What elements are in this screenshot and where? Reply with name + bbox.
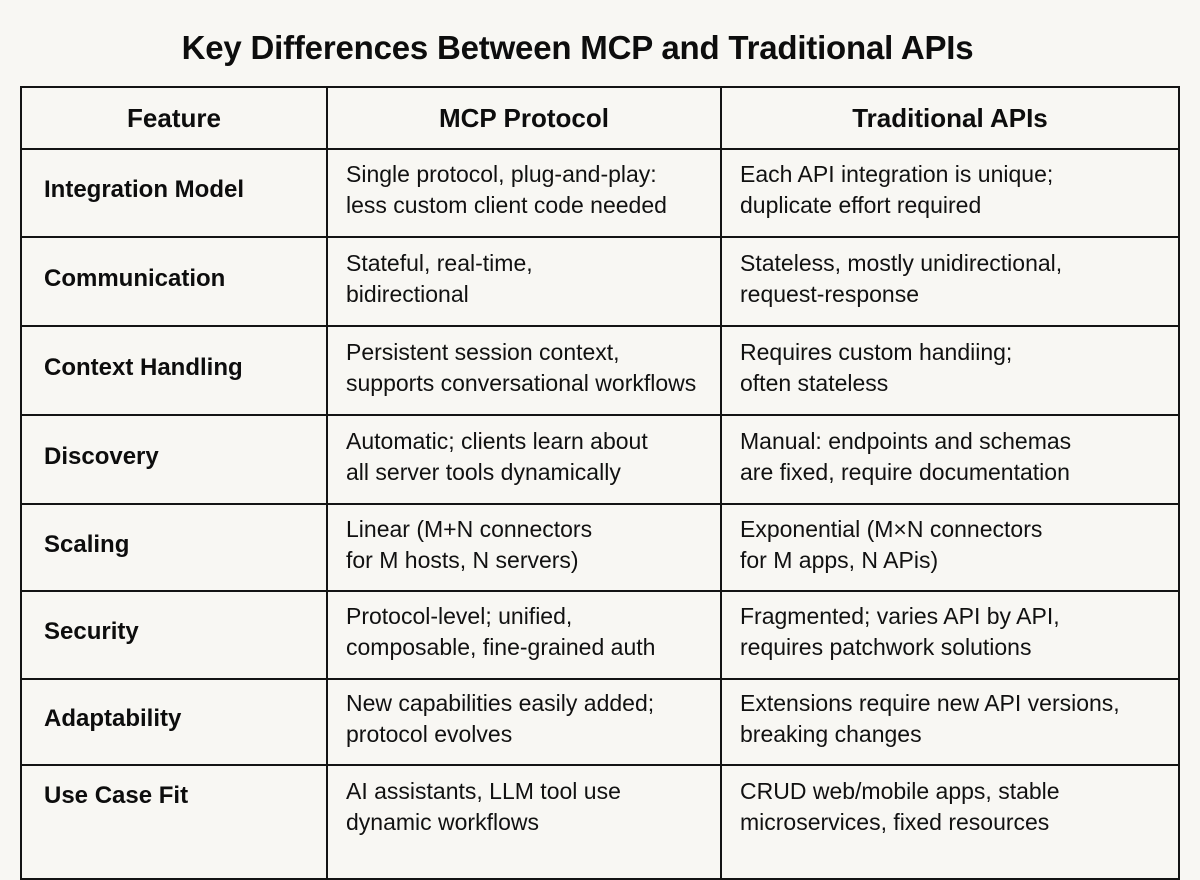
mcp-cell	[327, 415, 721, 504]
mcp-cell	[327, 679, 721, 765]
cell-line: AI assistants, LLM tool use	[346, 778, 621, 804]
cell-line: often stateless	[740, 369, 889, 396]
mcp-cell	[327, 591, 721, 679]
column-header-traditional-apis: Traditional APIs	[721, 87, 1179, 149]
mcp-cell	[327, 237, 721, 326]
cell-line: Stateless, mostly unidirectional,	[740, 249, 1063, 276]
cell-line: bidirectional	[346, 280, 469, 307]
cell-line: microservices, fixed resources	[740, 809, 1050, 835]
feature-cell: Integration Model	[21, 149, 327, 237]
cell-line: Each API integration is unique;	[740, 161, 1054, 187]
cell-line: for M hosts, N servers)	[346, 546, 579, 573]
traditional-cell	[721, 591, 1179, 679]
cell-line: dynamic workflows	[346, 809, 539, 835]
cell-line: all server tools dynamically	[346, 458, 621, 485]
feature-cell: Context Handling	[21, 326, 327, 415]
table-row	[21, 237, 1179, 326]
cell-line: Extensions require new API versions,	[740, 690, 1120, 716]
cell-line: New capabilities easily added;	[346, 690, 655, 716]
traditional-cell	[721, 504, 1179, 591]
mcp-cell	[327, 765, 721, 879]
cell-line: are fixed, require documentation	[740, 458, 1070, 485]
cell-line: Stateful, real-time,	[346, 249, 533, 276]
cell-line: CRUD web/mobile apps, stable	[740, 778, 1060, 804]
cell-line: Fragmented; varies API by API,	[740, 603, 1060, 629]
feature-cell: Discovery	[21, 415, 327, 504]
column-header-mcp-protocol: MCP Protocol	[327, 87, 721, 149]
cell-line: protocol evolves	[346, 721, 513, 747]
cell-line: Exponential (M×N connectors	[740, 515, 1043, 542]
traditional-cell	[721, 237, 1179, 326]
cell-line: duplicate effort required	[740, 192, 982, 218]
traditional-cell	[721, 415, 1179, 504]
comparison-table	[20, 86, 1180, 880]
page-title: Key Differences Between MCP and Traditional APIs	[181, 29, 974, 66]
table-row	[21, 149, 1179, 237]
cell-line: for M apps, N APis)	[740, 546, 939, 573]
table-row	[21, 415, 1179, 504]
cell-line: Persistent session context,	[346, 338, 620, 365]
cell-line: Automatic; clients learn about	[346, 427, 648, 454]
feature-cell: Security	[21, 591, 327, 679]
traditional-cell	[721, 149, 1179, 237]
mcp-cell	[327, 504, 721, 591]
cell-line: Single protocol, plug-and-play:	[346, 161, 657, 187]
table-row	[21, 504, 1179, 591]
cell-line: Linear (M+N connectors	[346, 515, 593, 542]
cell-line: Manual: endpoints and schemas	[740, 427, 1072, 454]
table-row	[21, 765, 1179, 879]
cell-line: supports conversational workflows	[346, 369, 697, 396]
table-row	[21, 591, 1179, 679]
traditional-cell	[721, 326, 1179, 415]
cell-line: request-response	[740, 280, 919, 307]
mcp-cell	[327, 149, 721, 237]
feature-cell: Use Case Fit	[21, 765, 327, 879]
cell-line: composable, fine-grained auth	[346, 634, 656, 660]
cell-line: Protocol-level; unified,	[346, 603, 573, 629]
table-row	[21, 679, 1179, 765]
cell-line: requires patchwork solutions	[740, 634, 1032, 660]
traditional-cell	[721, 765, 1179, 879]
cell-line: breaking changes	[740, 721, 922, 747]
mcp-cell	[327, 326, 721, 415]
table-row	[21, 326, 1179, 415]
cell-line: Requires custom handiing;	[740, 338, 1013, 365]
column-header-feature: Feature	[21, 87, 327, 149]
feature-cell: Adaptability	[21, 679, 327, 765]
comparison-table-container	[20, 86, 1178, 846]
cell-line: less custom client code needed	[346, 192, 667, 218]
traditional-cell	[721, 679, 1179, 765]
feature-cell: Communication	[21, 237, 327, 326]
feature-cell: Scaling	[21, 504, 327, 591]
table-header-row	[21, 87, 1179, 149]
